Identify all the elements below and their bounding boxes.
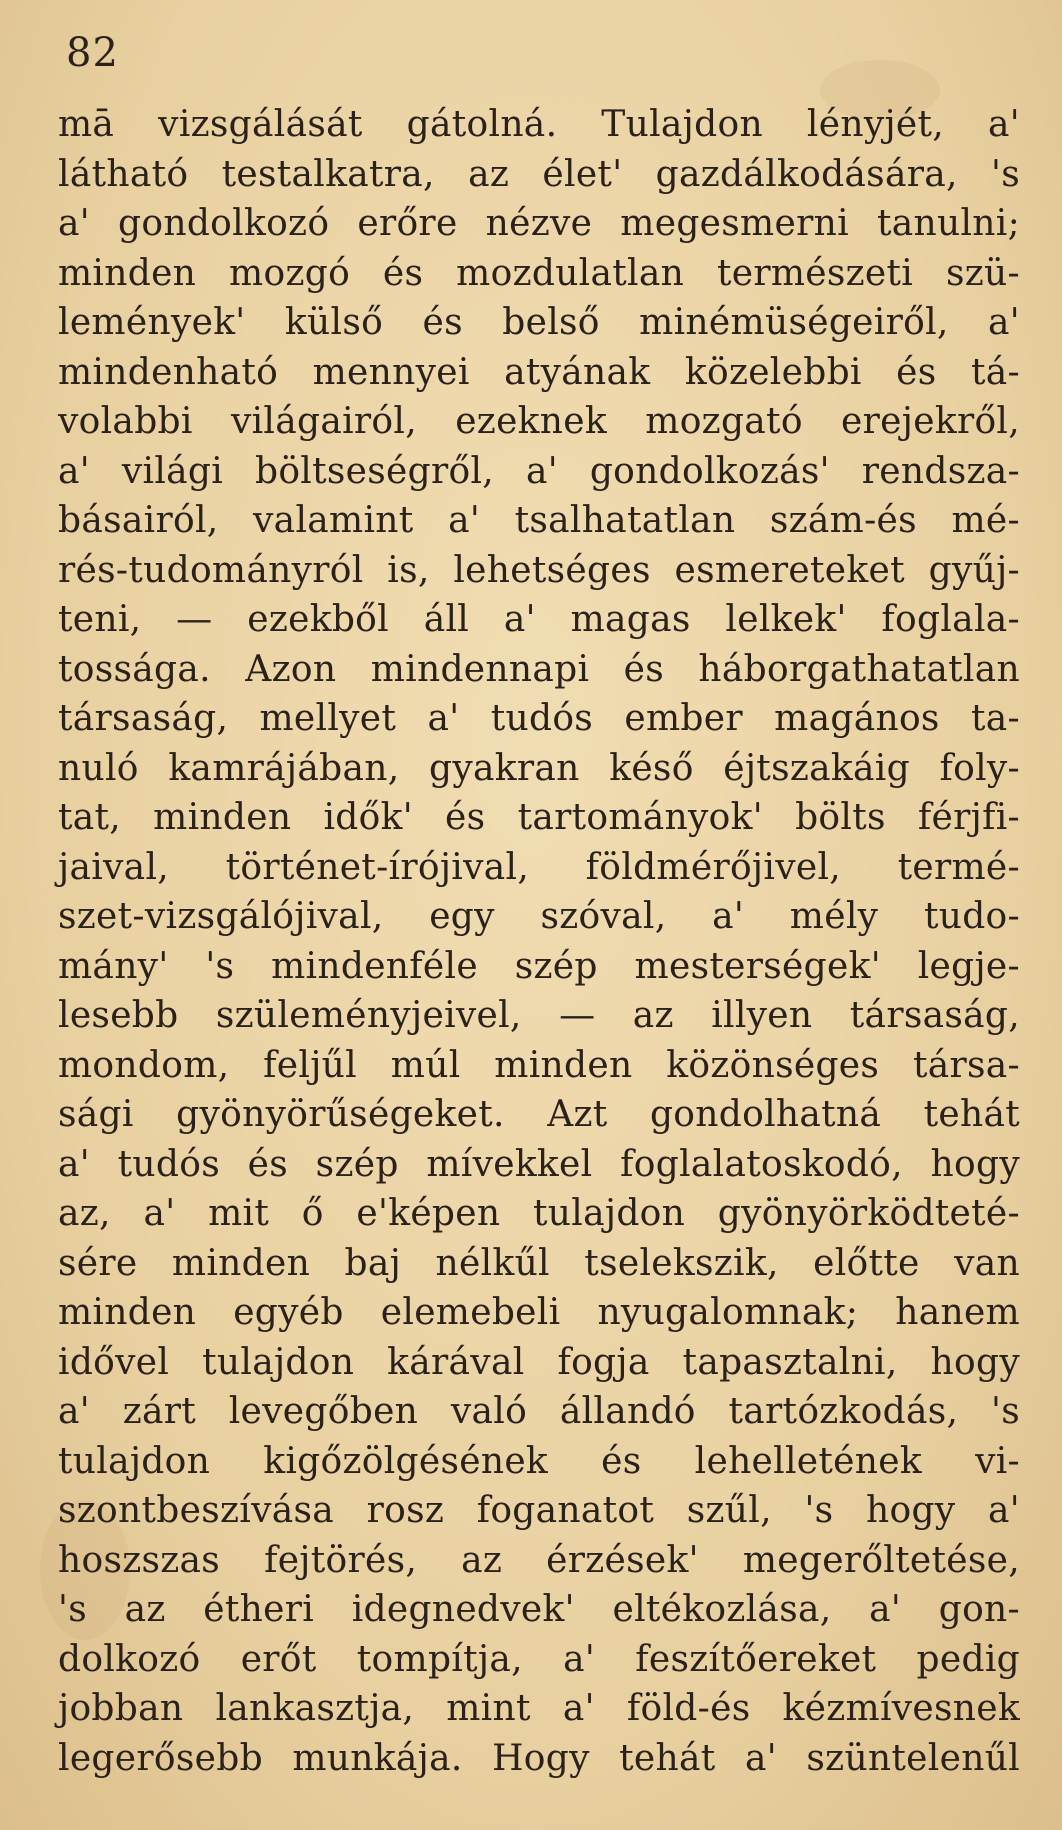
text-line: látható testalkatra, az élet' gazdálkodására, 's (58, 153, 1020, 195)
text-line: legerősebb munkája. Hogy tehát a' szüntelenűl (58, 1737, 1020, 1779)
text-line: minden egyéb elemebeli nyugalomnak; hanem (58, 1292, 1020, 1333)
text-line: volabbi világairól, ezeknek mozgató erejekről, (58, 401, 1020, 442)
text-line: nuló kamrájában, gyakran késő éjtszakáig foly- (58, 747, 1020, 789)
text-line: mondom, feljűl múl minden közönséges társa- (58, 1044, 1020, 1086)
text-line: rés-tudományról is, lehetséges esmereteket gyűj- (58, 549, 1020, 591)
text-line: az, a' mit ő e'képen tulajdon gyönyörködteté- (58, 1193, 1020, 1234)
text-line: hoszszas fejtörés, az érzések' megerőltetése, (58, 1539, 1020, 1581)
text-line: szontbeszívása rosz foganatot szűl, 's hogy a' (58, 1490, 1020, 1531)
text-line: minden mozgó és mozdulatlan természeti szü- (58, 252, 1020, 294)
text-line: mā vizsgálását gátolná. Tulajdon lényjét, a' (58, 104, 1020, 145)
text-line: a' zárt levegőben való állandó tartózkodás, 's (58, 1391, 1020, 1432)
text-line: a' világi böltseségről, a' gondolkozás' rendsza- (58, 450, 1020, 492)
text-line: mány' 's mindenféle szép mesterségek' legje- (58, 945, 1020, 987)
text-line: lesebb szüleményjeivel, — az illyen társaság, (58, 995, 1020, 1036)
text-line: idővel tulajdon kárával fogja tapasztalni, hogy (58, 1341, 1020, 1383)
page-number: 82 (66, 30, 119, 76)
text-line: dolkozó erőt tompítja, a' feszítőereket pedig (58, 1638, 1020, 1680)
text-line: tulajdon kigőzölgésének és lehelletének vi- (58, 1440, 1020, 1482)
text-line: 's az étheri idegnedvek' eltékozlása, a' gon- (58, 1589, 1020, 1630)
text-line: tossága. Azon mindennapi és háborgathatatlan (58, 648, 1020, 690)
text-line: jaival, történet-írójival, földmérőjivel, termé- (58, 846, 1020, 888)
text-line: básairól, valamint a' tsalhatatlan szám-és mé- (58, 500, 1020, 541)
text-line: társaság, mellyet a' tudós ember magános ta- (58, 698, 1020, 739)
text-line: tat, minden idők' és tartományok' bölts férjfi- (58, 797, 1020, 838)
text-line: lemények' külső és belső minémüségeiről, a' (58, 302, 1020, 343)
text-line: a' gondolkozó erőre nézve megesmerni tanulni; (58, 203, 1020, 244)
text-line: jobban lankasztja, mint a' föld-és kézmívesnek (58, 1688, 1020, 1729)
text-line: a' tudós és szép mívekkel foglalatoskodó, hogy (58, 1143, 1020, 1185)
text-line: mindenható mennyei atyának közelebbi és tá- (58, 351, 1020, 393)
text-line: sére minden baj nélkűl tselekszik, előtte van (58, 1242, 1020, 1284)
text-line: szet-vizsgálójival, egy szóval, a' mély tudo- (58, 896, 1020, 937)
text-line: sági gyönyörűségeket. Azt gondolhatná tehát (58, 1094, 1020, 1135)
text-line: teni, — ezekből áll a' magas lelkek' foglala- (58, 599, 1020, 640)
body-text (58, 100, 1020, 1783)
